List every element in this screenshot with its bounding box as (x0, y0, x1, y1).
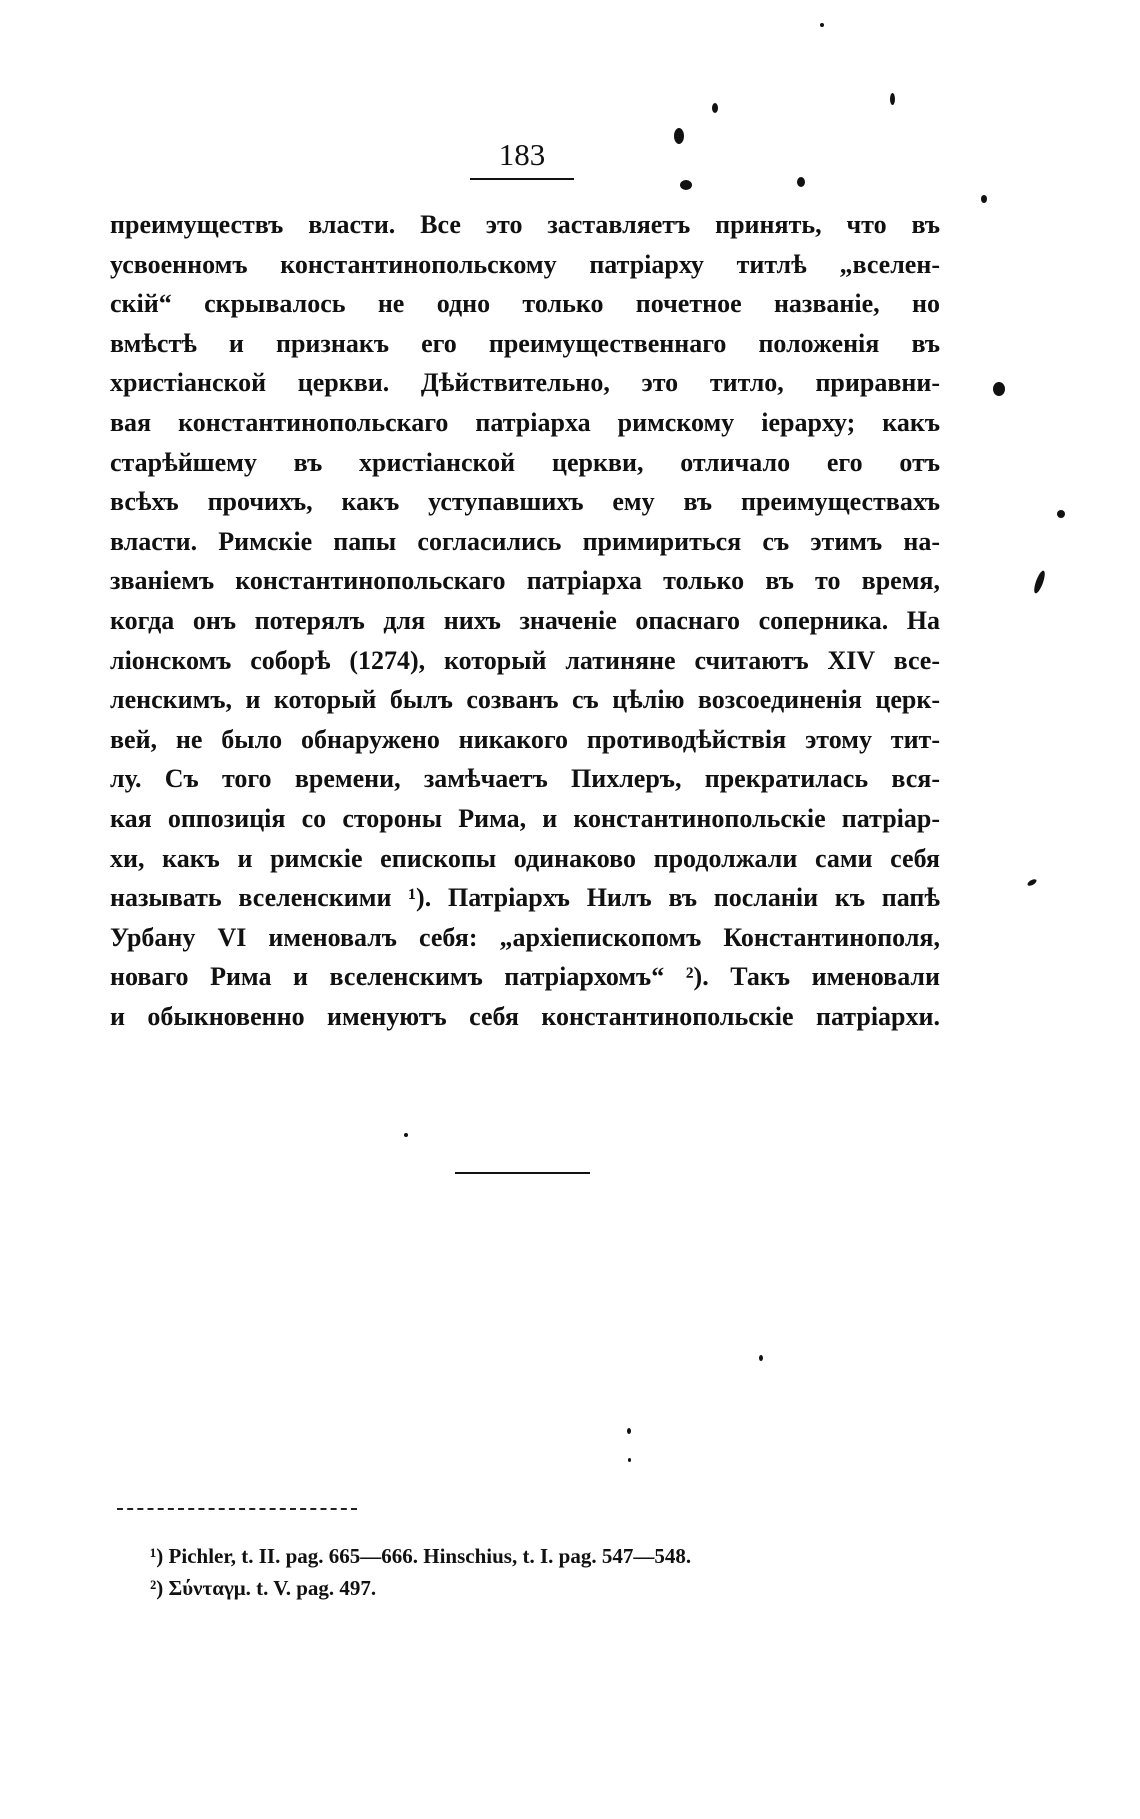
ink-speck (1032, 570, 1047, 595)
body-line: лу. Съ того времени, замѣчаетъ Пихлеръ, прекратилась вся- (110, 764, 940, 794)
ink-speck (712, 103, 718, 113)
body-line: ленскимъ, и который былъ созванъ съ цѣлію возсоединенія церк- (110, 685, 940, 715)
body-line: новаго Рима и вселенскимъ патріархомъ“ ²). Такъ именовали (110, 962, 940, 992)
ink-speck (680, 180, 692, 190)
body-line: ліонскомъ соборѣ (1274), который латиняне считаютъ XIV все- (110, 645, 940, 675)
ink-speck (981, 195, 987, 203)
ink-speck (797, 177, 805, 187)
body-line: вей, не было обнаружено никакого противодѣйствія этому тит- (110, 724, 940, 754)
ink-speck (628, 1458, 631, 1462)
ink-speck (404, 1133, 408, 1137)
section-end-rule (455, 1172, 590, 1174)
body-line: и обыкновенно именуютъ себя константинопольскіе патріархи. (110, 1001, 940, 1031)
ink-speck (759, 1355, 763, 1361)
footnotes (150, 1540, 910, 1604)
ink-speck (1057, 510, 1065, 518)
body-line: всѣхъ прочихъ, какъ уступавшихъ ему въ преимуществахъ (110, 487, 940, 517)
body-line: Урбану VI именовалъ себя: „архіепископомъ Константинополя, (110, 922, 940, 952)
body-line: хи, какъ и римскіе епископы одинаково продолжали сами себя (110, 843, 940, 873)
body-line: когда онъ потерялъ для нихъ значеніе опаснаго соперника. На (110, 605, 940, 635)
body-line: вая константинопольскаго патріарха римскому іерарху; какъ (110, 407, 940, 437)
body-line: власти. Римскіе папы согласились примириться съ этимъ на- (110, 526, 940, 556)
body-line: скій“ скрывалось не одно только почетное названіе, но (110, 289, 940, 319)
footnote: ¹) Pichler, t. II. pag. 665—666. Hinschius, t. I. pag. 547—548. (150, 1544, 692, 1568)
body-line: кая оппозиція со стороны Рима, и константинопольскіе патріар- (110, 803, 940, 833)
ink-speck (674, 128, 684, 144)
ink-speck (993, 382, 1005, 396)
body-line: усвоенномъ константинопольскому патріарху титлѣ „вселен- (110, 249, 940, 279)
body-text (110, 205, 940, 1036)
footnote-separator (117, 1508, 357, 1510)
body-line: преимуществъ власти. Все это заставляетъ принять, что въ (110, 210, 940, 239)
ink-speck (820, 23, 824, 27)
body-line: старѣйшему въ христіанской церкви, отличало его отъ (110, 447, 940, 477)
ink-speck (1026, 878, 1037, 887)
body-line: называть вселенскими ¹). Патріархъ Нилъ въ посланіи къ папѣ (110, 883, 940, 913)
footnote: ²) Σύνταγμ. t. V. pag. 497. (150, 1576, 377, 1600)
page-number: 183 (498, 137, 546, 172)
ink-speck (627, 1428, 631, 1434)
body-line: христіанской церкви. Дѣйствительно, это титло, приравни- (110, 368, 940, 398)
page-number-underline (470, 178, 574, 180)
body-line: вмѣстѣ и признакъ его преимущественнаго положенія въ (110, 328, 940, 358)
ink-speck (890, 93, 895, 105)
body-line: званіемъ константинопольскаго патріарха только въ то время, (110, 566, 940, 596)
